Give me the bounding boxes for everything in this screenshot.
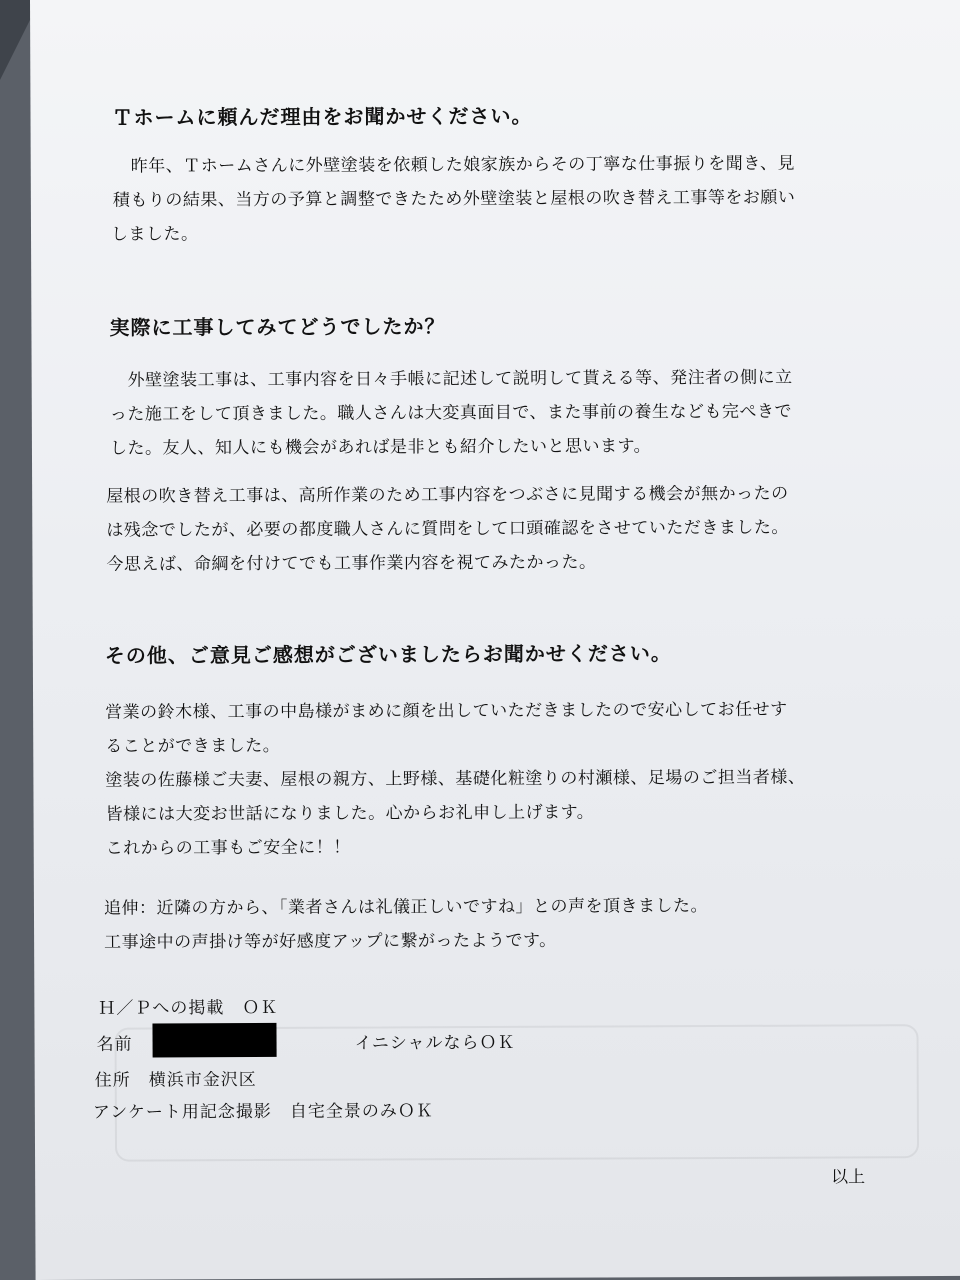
text-line: 昨年、Ｔホームさんに外壁塗装を依頼した娘家族からその丁寧な仕事振りを聞き、見 [130,153,796,177]
redacted-name-block [152,1023,276,1058]
name-label: 名前 [96,1034,133,1055]
answer-reason [111,147,796,252]
text-line: は残念でしたが、必要の都度職人さんに質問をして口頭確認をさせていただきました。 [106,517,789,541]
text-line: 外壁塗装工事は、工事内容を日々手帳に記述して説明して貰える等、発注者の側に立 [127,367,793,391]
survey-document [30,0,960,1280]
text-line: 塗装の佐藤様ご夫妻、屋根の親方、上野様、基礎化粧塗りの村瀬様、足場のご担当者様、 [105,767,806,791]
text-line: 追伸：近隣の方から、「業者さんは礼儀正しいですね」との声を頂きました。 [103,896,709,919]
photo-permission: アンケート用記念撮影 自宅全景のみＯＫ [92,1101,434,1123]
text-line: 営業の鈴木様、工事の中島様がまめに顔を出していただきましたので安心してお任せす [105,699,788,723]
answer-experience-roof [106,477,789,582]
text-line: 皆様には大変お世話になりました。心からお礼申し上げます。 [105,802,595,825]
question-heading-experience: 実際に工事してみてどうでしたか？ [109,314,446,340]
text-line: 積もりの結果、当方の予算と調整できたため外壁塗装と屋根の吹き替え工事等をお願い [112,187,796,211]
question-heading-reason: Ｔホームに頼んだ理由をお聞かせください。 [112,103,533,130]
text-line: しました。 [110,224,199,245]
closing-mark: 以上 [831,1167,866,1188]
answer-comments [105,693,806,866]
address-line: 住所 横浜市金沢区 [94,1070,257,1091]
text-line: 今思えば、命綱を付けてでも工事作業内容を視てみたかった。 [106,552,597,575]
text-line: これからの工事もご安全に！！ [105,837,351,859]
text-line: ることができました。 [105,735,281,757]
text-line: った施工をして頂きました。職人さんは大変真面目で、また事前の養生なども完ぺきで [109,401,793,425]
text-line: した。友人、知人にも機会があれば是非とも紹介したいと思います。 [109,436,652,459]
homepage-permission: Ｈ／Ｐへの掲載 ＯＫ [98,997,279,1019]
text-line: 屋根の吹き替え工事は、高所作業のため工事内容をつぶさに見聞する機会が無かったの [106,483,789,507]
question-heading-comments: その他、ご意見ご感想がございましたらお聞かせください。 [104,641,672,668]
answer-postscript [104,889,708,960]
answer-experience-wall [110,361,793,466]
initial-note: イニシャルならＯＫ [354,1032,516,1054]
text-line: 工事途中の声掛け等が好感度アップに繋がったようです。 [104,930,557,953]
